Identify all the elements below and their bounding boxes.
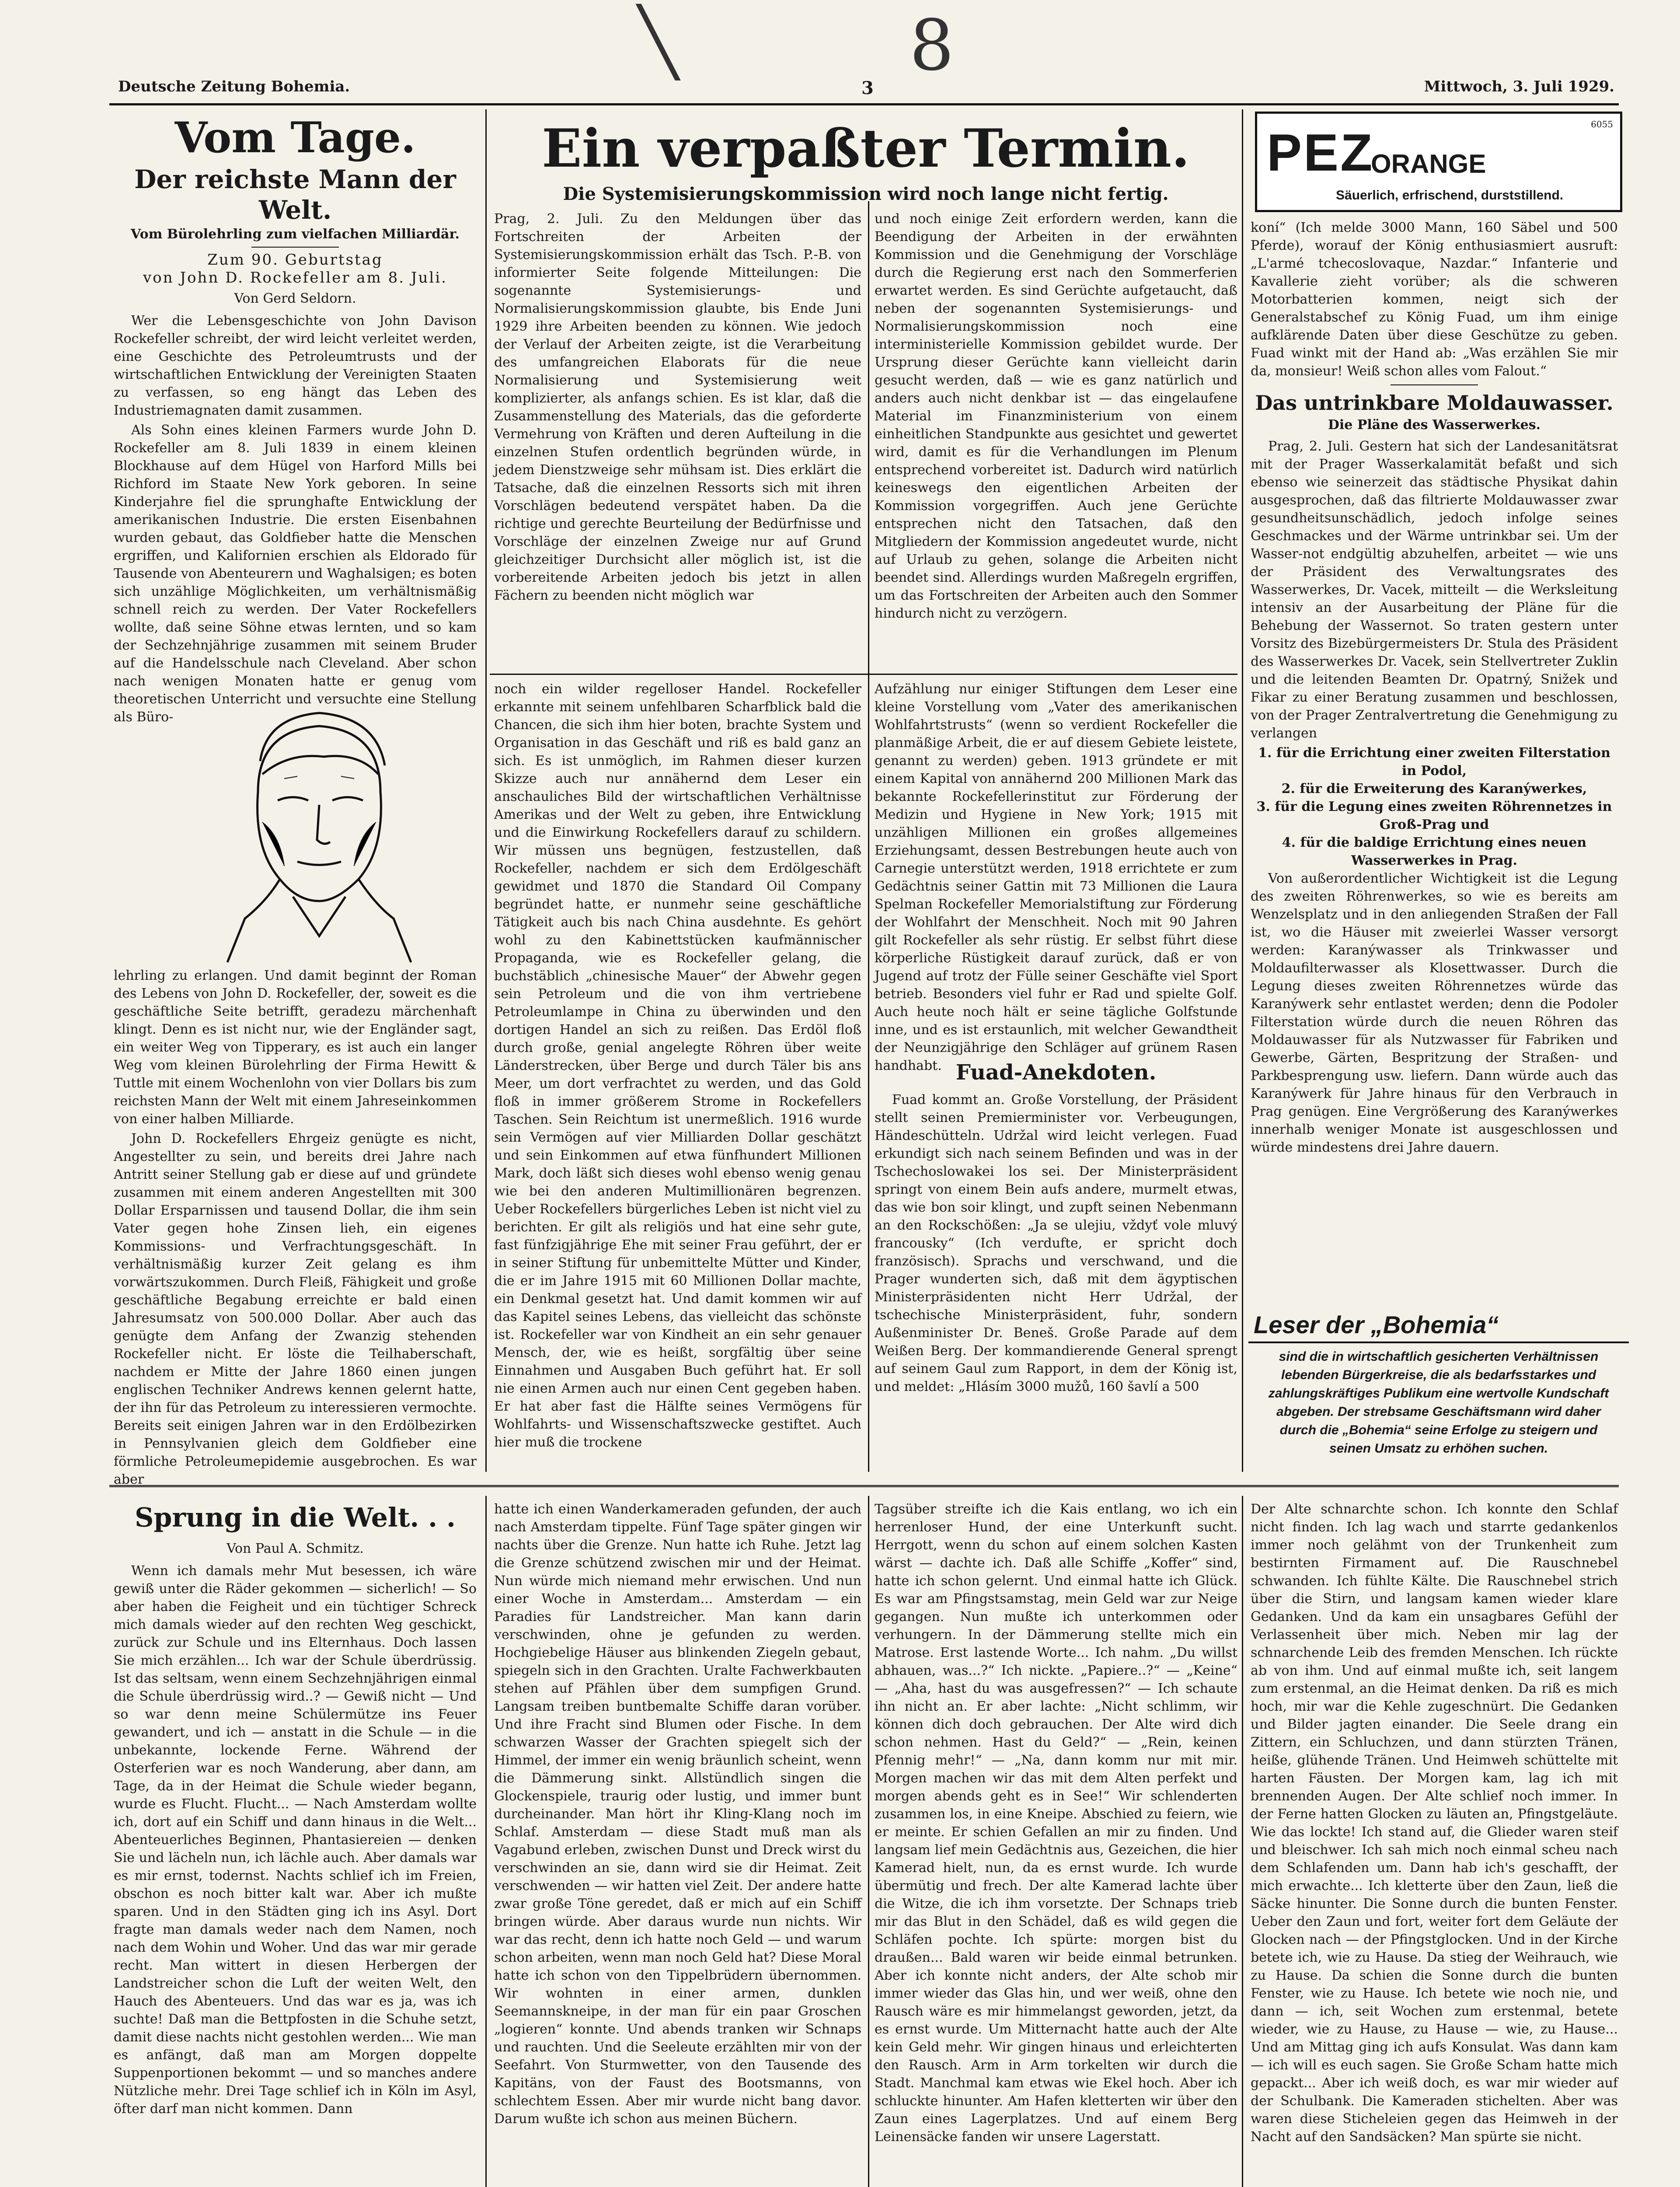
pencil-number: 8: [910, 4, 954, 86]
pencil-stroke: ╲: [638, 4, 678, 80]
paragraph: und noch einige Zeit erfordern werden, kann die Beendigung der Arbeiten in der erwähnten Kommission und die Genehmigung der Vorschläge durch die Regierung erst nach den Sommerferien erwartet werden. Es sind Gerüchte aufgetaucht, daß neben der sogenannten Systemisierungs- und Normalisierungskommission noch eine interministerielle Kommission gebildet wurde. Der Ursprung dieser Gerüchte kann vielleicht darin gesucht werden, daß — wie es ganz natürlich und anders auch nicht denkbar ist — das eingelaufene Material im Finanzministerium von einem einheitlichen Standpunkte aus gesichtet und gewertet wird, damit es für die Verhandlungen im Plenum entsprechend vorbereitet ist. Dadurch wird natürlich keineswegs den eigentlichen Arbeiten der Kommission vorgegriffen. Auch jene Gerüchte entsprechen nicht den Tatsachen, daß den Mitgliedern der Kommission angedeutet wurde, nicht auf Urlaub zu gehen, solange die Arbeiten nicht beendet sind. Allerdings wurden Maßregeln ergriffen, um das Fortschreiten der Arbeiten auch den Sommer hindurch nicht zu verzögern.: [875, 211, 1237, 621]
moldau-title: Das untrinkbare Moldauwasser.: [1255, 391, 1614, 415]
main-article-col-b: [875, 210, 1237, 669]
col-divider-4: [485, 1496, 487, 2187]
paragraph: Wenn ich damals mehr Mut besessen, ich wäre gewiß unter die Räder gekommen — sicherlich! — So aber haben die Feigheit und ein tüchtiger Schreck mich damals wieder auf den rechten Weg geschickt, zurück zur Schule und ins Elternhaus. Doch lassen Sie mich erzählen... Ich war der Schule überdrüssig. Ist das seltsam, wenn einem Sechzehnjährigen einmal die Schule überdrüssig wird..? — Gewiß nicht — Und so war denn meine Schülermütze ins Feuer gewandert, und ich — anstatt in die Schule — in die unbekannte, lockende Ferne. Während der Osterferien war es noch Wanderung, aber dann, am Tage, da in der Heimat die Schule wieder begann, wurde es Flucht. Flucht... — Nach Amsterdam wollte ich, dort auf ein Schiff und dann hinaus in die Welt... Abenteuerliches Beginnen, Phantasiereien — denken Sie und lächeln nun, ich lächle auch. Aber damals war es mir ernst, todernst. Nachts schlief ich im Freien, obschon es noch bitter kalt war. Aber ich mußte sparen. Und in den Städten ging ich ins Asyl. Dort fragte man damals weder nach dem Namen, noch nach dem Wohin und Woher. Und das war mir gerade recht. Man wittert in diesen Herbergen der Landstreicher schon die Luft der weiten Welt, den Hauch des Abenteuers. Und das war es ja, was ich suchte! Daß man die Bettpfosten in die Schuhe setzt, damit diese nachts nicht gestohlen werden... Wie man es anfängt, daß man am Morgen doppelte Suppenportionen bekommt — und so manches andere Nützliche mehr. Drei Tage schlief ich in Köln im Asyl, öfter darf man nicht kommen. Dann: [114, 1563, 477, 2117]
sprung-col-2: [494, 1500, 861, 2187]
section-rule-mid: [490, 674, 1237, 675]
rockefeller-continued-a: [494, 680, 861, 1481]
paragraph: Von außerordentlicher Wichtigkeit ist die Legung des zweiten Röhrenwerkes, so wie es bereits am Wenzelsplatz und in den anliegenden Straßen der Fall ist, wo die Häuser mit zweierlei Wasser versorgt werden: Karanýwasser als Trinkwasser und Moldaufilterwasser als Klosettwasser. Durch die Legung dieses zweiten Röhrennetzes würde das Karanýwerk sehr entlastet werden; denn die Podoler Filterstation würde durch die neuen Röhren das Moldauwasser für als Nutzwasser für Fabriken und Gewerbe, Gärten, Bespritzung der Straßen- und Parkbesprengung usw. liefern. Dann würde auch das Karanýwerk für Jahre hinaus für den Verbrauch in Prag genügen. Eine Vergrößerung des Karanýwerkes innerhalb weniger Monate ist ausgeschlossen und würde mindestens drei Jahre dauern.: [1251, 871, 1618, 1155]
col-divider-6: [1242, 1496, 1243, 2187]
paragraph: Fuad kommt an. Große Vorstellung, der Präsident stellt seinen Premierminister vor. Verbeugungen, Händeschütteln. Udržal wird leicht verlegen. Fuad erkundigt sich nach seinem Befinden und was in der Tschechoslowakei los sei. Der Ministerpräsident springt von einem Bein aufs andere, murmelt etwas, das wie bon soir klingt, und zupft seinen Nebenmann an den Rockschößen: „Ja se ulejiu, vždyť vole mluvý francousky“ (Ich verdufte, er spricht doch französisch). Sprachs und verschwand, und die Prager wunderten sich, daß mit dem ägyptischen Ministerpräsidenten nicht Herr Udržal, der tschechische Ministerpräsident, fuhr, sondern Außenminister Dr. Beneš. Große Parade auf dem Weißen Berg. Der kommandierende General sprengt auf seinem Gaul zum Rapport, in dem der König ist, und meldet: „Hlásím 3000 mužů, 160 šavlí a 500: [875, 1092, 1237, 1394]
sprung-col-4: [1251, 1500, 1618, 2187]
pez-orange-ad: [1255, 112, 1622, 212]
list-item: 1. für die Errichtung einer zweiten Filterstation in Podol,: [1258, 745, 1610, 779]
header-masthead: Deutsche Zeitung Bohemia.: [118, 78, 350, 95]
paragraph: Als Sohn eines kleinen Farmers wurde John D. Rockefeller am 8. Juli 1839 in einem kleinen Blockhause auf dem Hügel von Harford Mills bei Richford im Staate New York geboren. In seine Kinderjahre fiel die sprunghafte Entwicklung der amerikanischen Industrie. Die ersten Eisenbahnen wurden gebaut, das Goldfieber hatte die Menschen ergriffen, und Kalifornien erschien als Eldorado für Tausende von Abenteurern und Waghalsigen; es boten sich unzählige Möglichkeiten, um verhältnismäßig schnell reich zu werden. Der Vater Rockefellers wollte, daß seine Söhne etwas lernten, und so kam der Sechzehnjährige zusammen mit seinem Bruder auf die Handelsschule nach Cleveland. Aber schon nach wenigen Monaten hatte er genug vom theoretischen Unterricht und versuchte eine Stellung als Büro-: [114, 423, 477, 725]
section-title: Vom Tage.: [174, 113, 416, 162]
bohemia-reader-box: [1248, 1308, 1629, 1509]
paragraph: koní“ (Ich melde 3000 Mann, 160 Säbel und 500 Pferde), worauf der König enthusiasmiert ausruft: „L'armé tchecoslovaque, Nazdar.“ Infanterie und Kavallerie zieht vorüber; als die schweren Motorbatterien kommen, neigt sich der Generalstabschef zu König Fuad, um ihm einige aufklärende Daten über diese Geschütze zu geben. Fuad winkt mit der Hand ab: „Was erzählen Sie mir da, monsieur! Weiß schon alles vom Falout.“: [1251, 220, 1618, 379]
list-item: 3. für die Legung eines zweiten Röhrennetzes in Groß-Prag und: [1256, 799, 1612, 832]
moldau-subtitle: Die Pläne des Wasserwerkes.: [1328, 417, 1541, 433]
col-divider-3: [868, 201, 869, 1472]
main-headline: Ein verpaßter Termin.: [542, 118, 1190, 179]
list-item: 2. für die Erweiterung des Karanýwerkes,: [1281, 781, 1587, 797]
header-rule: [109, 103, 1619, 105]
paragraph: Der Alte schnarchte schon. Ich konnte den Schlaf nicht finden. Ich lag wach und starrte gedankenlos immer noch gelähmt von der Trunkenheit zum bestirnten Firmament auf. Die Rauschnebel schwanden. Ich fühlte Kälte. Die Rauschnebel strich über die Stirn, und langsam kamen wieder klare Gedanken. Und da kam ein unsagbares Gefühl der Verlassenheit über mich. Neben mir lag der schnarchende Leib des fremden Menschen. Ich rückte ab von ihm. Und auf einmal mußte ich, seit langem zum erstenmal, an die Heimat denken. Da riß es mich hoch, mir war die Kehle zugeschnürt. Die Gedanken und Bilder jagten einander. Die Seele drang ein Zittern, ein Schluchzen, und dann stürzten Tränen, heiße, glühende Tränen. Und Heimweh schüttelte mit harten Fäusten. Der Morgen kam, lag ich mit brennenden Augen. Der Alte schlief noch immer. In der Ferne hatten Glocken zu läuten an, Pfingstgeläute. Wie das lockte! Ich stand auf, die Glieder waren steif und bleischwer. Ich sah mich noch einmal scheu nach dem Schlafenden um. Dann hab ich's geschafft, der mich erwachte... Ich kletterte über den Zaun, ließ die Säcke hinunter. Die Sonne durch die bunten Fenster. Ueber den Zaun und fort, weiter fort dem Geläute der Glocken nach — der Pfingstglocken. Und in der Kirche betete ich, wie zu Hause. Da stieg der Weihrauch, wie zu Hause. Da schien die Sonne durch die bunten Fenster, wie zu Hause. Ich betete wie noch nie, und dann — ich, seit Wochen zum erstenmal, betete wieder, wie zu Hause, zu Hause — wie, zu Hause... Und am Mittag ging ich aufs Konsulat. Was dann kam — ich will es euch sagen. Sie Große Scham hatte mich gepackt... Aber ich weiß doch, es war mir wieder auf der Schulbank. Die Kameraden stichelten. Aber was waren diese Sticheleien gegen das Heimweh in der Nacht auf den Sandsäcken? Man spürte sie nicht.: [1251, 1502, 1618, 2145]
sprung-col-1: [114, 1500, 477, 2187]
vom-tage-article: [114, 112, 477, 725]
box-text: sind die in wirtschaftlich gesicherten Verhältnissen lebenden Bürgerkreise, die als bedarfsstarkes und zahlungskräftiges Publikum eine wertvolle Kundschaft abgeben. Der strebsame Geschäftsmann wird daher durch die „Bohemia“ seine Erfolge zu steigern und seinen Umsatz zu erhöhen suchen.: [1268, 1349, 1609, 1456]
paragraph: Prag, 2. Juli. Gestern hat sich der Landesanitätsrat mit der Prager Wasserkalamität befaßt und sich ebenso wie seinerzeit das städtische Physikat dahin ausgesprochen, daß das filtrierte Moldauwasser zwar gesundheitsunschädlich, jedoch infolge seines Geschmackes und der Wärme untrinkbar sei. Um der Wasser-not endgültig abzuhelfen, arbeitet — wie uns der Präsident des Verwaltungsrates des Wasserwerkes, Dr. Vacek, mitteilt — die Werksleitung intensiv an der Ausarbeitung der Pläne für die Behebung der Wassernot. So traten gestern unter Vorsitz des Bizebürgermeisters Dr. Stula des Präsident des Wasserwerkes Dr. Vacek, sein Stellvertreter Zuklin und die leitenden Beamten Dr. Opatrný, Snižek und Fikar zu einer Beratung zusammen und beschlossen, von der Prager Zentralvertretung die Genehmigung zu verlangen: [1251, 439, 1618, 741]
page-header: [118, 73, 1614, 100]
paragraph: Wer die Lebensgeschichte von John Davison Rockefeller schreibt, der wird leicht verleitet werden, eine Geschichte des Petroleumtrusts und der wirtschaftlichen Entwicklung der Vereinigten Staaten zu verfassen, so eng hängt das Leben des Industriemagnaten damit zusammen.: [114, 313, 477, 418]
ad-number: 6055: [1591, 119, 1613, 129]
right-column: [1251, 219, 1618, 1299]
short-rule: [1391, 384, 1478, 385]
ad-brand: PEZ: [1267, 123, 1374, 182]
paragraph: John D. Rockefellers Ehrgeiz genügte es nicht, Angestellter zu sein, und bereits drei Jahre nach Antritt seiner Stellung gab er diese auf und gründete zusammen mit einem anderen Angestellten mit 300 Dollar Ersparnissen und tausend Dollar, die ihm sein Vater gegen hohe Zinsen lieh, ein eigenes Kommissions- und Verfrachtungsgeschäft. In verhältnismäßig kurzer Zeit gelang es ihm vorwärtszukommen. Durch Fleiß, Fähigkeit und große geschäftliche Begabung erreichte er bald einen Jahresumsatz von 500.000 Dollar. Aber auch das genügte dem Anfang der Zwanzig stehenden Rockefeller nicht. Er löste die Teilhaberschaft, nachdem er Mitte der Jahre 1860 einen jungen englischen Techniker Andrews kennen gelernt hatte, der ihn für das Petroleum zu interessieren vermochte. Bereits seit einigen Jahren war in den Erdölbezirken in Pennsylvanien gleich dem Goldfieber eine förmliche Petroleumepidemie ausgebrochen. Es war aber: [114, 1131, 477, 1487]
article-headline: Der reichste Mann der Welt.: [134, 164, 456, 225]
main-subheadline: Die Systemisierungskommission wird noch lange nicht fertig.: [563, 184, 1169, 204]
col-divider-1: [485, 109, 487, 1472]
col-divider-2: [1242, 109, 1243, 1472]
sprung-byline: Von Paul A. Schmitz.: [227, 1541, 364, 1556]
main-article-col-a: [494, 210, 861, 669]
paragraph: Aufzählung nur einiger Stiftungen dem Leser eine kleine Vorstellung vom „Vater des amerikanischen Wohlfahrtstrusts“ (wenn so verdient Rockefeller die planmäßige Arbeit, die er auf diesem Gebiete leistete, genannt zu werden) geben. 1913 gründete er mit einem Kapital von annähernd 200 Millionen Mark das bekannte Rockefellerinstitut zur Förderung der Medizin und Hygiene in New York; 1915 mit unzähligen Millionen ein großes allgemeines Erziehungsamt, dessen Bestrebungen heute auch von Carnegie unterstützt werden, 1918 errichtete er zum Gedächtnis seiner Gattin mit 73 Millionen die Laura Spelman Rockefeller Memorialstiftung zur Förderung der Wohlfahrt der Menschheit. Noch mit 90 Jahren gilt Rockefeller als sehr rüstig. Er selbst führt diese körperliche Rüstigkeit darauf zurück, daß er von Jugend auf trotz der Fülle seiner Geschäfte viel Sport betrieb. Besonders viel fuhr er Rad und spielte Golf. Auch heute noch hält er seine tägliche Golfstunde inne, und es ist erstaunlich, mit welcher Gewandtheit der Neunzigjährige den Schläger auf grünem Rasen handhabt.: [875, 681, 1237, 1073]
list-item: 4. für die baldige Errichtung eines neuen Wasserwerkes in Prag.: [1282, 835, 1587, 868]
box-title: Leser der „Bohemia“: [1248, 1308, 1629, 1343]
article-subhead: Vom Bürolehrling zum vielfachen Milliardär.: [131, 227, 460, 242]
paragraph: noch ein wilder regelloser Handel. Rockefeller erkannte mit seinem unfehlbaren Scharfblick bald die Chancen, die sich ihm hier boten, brachte System und Organisation in das Geschäft und riß es bald ganz an sich. Es ist unmöglich, im Rahmen dieser kurzen Skizze auch nur annähernd dem Leser ein anschauliches Bild der wirtschaftlichen Verhältnisse Amerikas und der Welt zu geben, ihre Entwicklung und die Einwirkung Rockefellers darauf zu schildern. Wir müssen uns begnügen, festzustellen, daß Rockefeller, nachdem er sich dem Erdölgeschäft gewidmet und 1870 die Standard Oil Company begründet hatte, er nunmehr seine geschäftliche Tätigkeit auch bis nach China ausdehnte. Es gehört wohl zu den Kabinettstücken kaufmännischer Propaganda, wie es Rockefeller gelang, die buchstäblich „chinesische Mauer“ der Abwehr gegen sein Petroleum und die von ihm vertriebene Petroleumlampe in China zu überwinden und den dortigen Handel an sich zu reißen. Das Erdöl floß durch große, genial angelegte Röhren über weite Länderstrecken, über Berge und durch Täler bis ans Meer, um dort verfrachtet zu werden, und das Gold floß in immer größerem Strome in Rockefellers Taschen. Sein Reichtum ist unermeßlich. 1916 wurde sein Vermögen auf vier Milliarden Dollar geschätzt und sein Einkommen auf etwa fünfhundert Millionen Mark, doch läßt sich dieses wohl ebenso wenig genau wie bei den anderen Multimillionären begrenzen. Ueber Rockefellers bürgerliches Leben ist nicht viel zu berichten. Er gilt als religiös und hat eine sehr gute, fast fünfzigjährige Ehe mit seiner Frau geführt, der er in seiner Stiftung für unbemittelte Mütter und Kinder, die er im Jahre 1915 mit 60 Millionen Dollar machte, ein Denkmal gesetzt hat. Und damit kommen wir auf das Kapitel seines Lebens, das vielleicht das schönste ist. Rockefeller war von Kindheit an ein sehr genauer Mensch, der, wie es heißt, sorgfältig über seine Einnahmen und Ausgaben Buch geführt hat. Er soll nie einen Armen auch nur einen Cent gegeben haben. Er hat aber fast die Hälfte seines Vermögens für Wohlfahrts- und Wissenschaftszwecke gestiftet. Auch hier muß die trockene: [494, 681, 861, 1450]
paragraph: Tagsüber streifte ich die Kais entlang, wo ich ein herrenloser Hund, der eine Unterkunft sucht. Herrgott, wenn du schon auf einem solchen Kasten wärst — dachte ich. Daß alle Schiffe „Koffer“ sind, hatte ich schon gelernt. Und einmal hatte ich Glück. Es war am Pfingstsamstag, mein Geld war zur Neige gegangen. Nun mußte ich unterkommen oder verhungern. In der Dämmerung stellte mich ein Matrose. Erst lastende Worte... Ich nahm. „Du willst abhauen, was...?“ Ich nickte. „Papiere..?“ — „Keine“ — „Aha, hast du was ausgefressen?“ — Ich schaute ihn nicht an. Er aber lachte: „Nicht schlimm, wir können dich doch gebrauchen. Der Alte wird dich schon nehmen. Hast du Geld?“ — „Rein, keinen Pfennig mehr!“ — „Na, dann komm nur mit mir. Morgen machen wir das mit dem Alten perfekt und morgen abends geht es in See!“ Wir schlenderten zusammen los, in eine Kneipe. Abschied zu feiern, wie er meinte. Er schien Gefallen an mir zu finden. Und langsam lief mein Gedächtnis aus, Gezeichen, die hier Kamerad hielt, nun, da es ernst wurde. Ich wurde übermütig und frech. Der alte Kamerad lachte über die Witze, die ich ihm vorsetzte. Der Schnaps trieb mir das Blut in den Schädel, daß es wild gegen die Schläfen pochte. Ich spürte: morgen bist du draußen... Bald waren wir beide einmal betrunken. Aber ich konnte nicht anders, der Alte schob mir immer wieder das Glas hin, und wer weiß, ohne den Rausch wäre es mir himmelangst geworden, jetzt, da es ernst wurde. Um Mitternacht hatte auch der Alte kein Geld mehr. Wir gingen hinaus und erleichterten den Rausch. Arm in Arm torkelten wir durch die Stadt. Manchmal kam etwas wie Ekel hoch. Aber ich schluckte hinunter. Am Hafen kletterten wir über den Zaun eines Lagerplatzes. Und auf einem Berg Leinensäcke fanden wir unsere Lagerstatt.: [875, 1502, 1237, 2145]
short-rule: [251, 247, 339, 248]
sprung-title: Sprung in die Welt. . .: [135, 1502, 456, 1533]
header-page-number: 3: [861, 78, 874, 98]
paragraph: hatte ich einen Wanderkameraden gefunden, der auch nach Amsterdam tippelte. Fünf Tage später gingen wir nachts über die Grenze. Nun hatte ich Ruhe. Jetzt lag die Grenze schützend zwischen mir und der Heimat. Nun würde mich niemand mehr erwischen. Und nun einer Woche in Amsterdam... Amsterdam — ein Paradies für Landstreicher. Man kann darin verschwinden, ohne je gefunden zu werden. Hochgiebelige Häuser aus blinkenden Ziegeln gebaut, spiegeln sich in den Grachten. Uralte Fachwerkbauten stehen auf Pfählen über dem sumpfigen Grund. Langsam treiben buntbemalte Schiffe daran vorüber. Und ihre Fracht sind Blumen oder Fische. In dem schwarzen Wasser der Grachten spiegelt sich der Himmel, der immer ein wenig bräunlich scheint, wenn die Dämmerung sinkt. Allstündlich singen die Glockenspiele, traurig oder lustig, und immer bunt durcheinander. Man hört ihr Kling-Klang noch im Schlaf. Amsterdam — diese Stadt muß man als Vagabund erleben, zwischen Dunst und Dreck wirst du verschwinden an sie, dann wird sie dir Heimat. Zeit verschwenden — wir hatten viel Zeit. Der andere hatte zwar große Töne geredet, daß er mich auf ein Schiff bringen würde. Aber daraus wurde nun nichts. Wir war das recht, denn ich hatte noch Geld — und warum schon arbeiten, wenn man noch Geld hat? Diese Moral hatte ich schon von den Tippelbrüdern übernommen. Wir wohnten in einer armen, dunklen Seemannskneipe, in der man für ein paar Groschen „logieren“ konnte. Und abends tranken wir Schnaps und rauchten. Und die Seeleute erzählten mir von der Seefahrt. Von Sturmwetter, von den Tausende des Kapitäns, von der Faust des Bootsmanns, von schlechtem Essen. Aber mir wurde nicht bang davor. Darum wußte ich schon aus meinen Büchern.: [494, 1502, 861, 2127]
paragraph: lehrling zu erlangen. Und damit beginnt der Roman des Lebens von John D. Rockefeller, der, soweit es die geschäftliche Seite betrifft, geradezu märchenhaft klingt. Denn es ist nicht nur, wie der Engländer sagt, ein weiter Weg von Tipperary, es ist auch ein langer Weg vom kleinen Bürolehrling der Firma Hewitt & Tuttle mit einem Wochenlohn von vier Dollars bis zum reichsten Mann der Welt mit einem Jahreseinkommen von einer halben Milliarde.: [114, 968, 477, 1127]
vom-tage-continued: [114, 967, 477, 1487]
col-divider-5: [868, 1496, 869, 2187]
byline: Von Gerd Seldorn.: [234, 291, 356, 306]
dateline-2: von John D. Rockefeller am 8. Juli.: [143, 269, 447, 286]
sprung-col-3: [875, 1500, 1237, 2187]
header-date: Mittwoch, 3. Juli 1929.: [1424, 78, 1614, 95]
fuad-title: Fuad-Anekdoten.: [955, 1060, 1157, 1085]
ad-tagline: Säuerlich, erfrischend, durststillend.: [1336, 188, 1564, 203]
fuad-anekdoten: [875, 1059, 1237, 1481]
rockefeller-portrait: [192, 691, 437, 962]
dateline-1: Zum 90. Geburtstag: [207, 251, 383, 269]
paragraph: Prag, 2. Juli. Zu den Meldungen über das Fortschreiten der Arbeiten der Systemisierungskommission erhält das Tsch. P.-B. von informierter Seite folgende Mitteilungen: Die sogenannte Systemisierungs- und Normalisierungskommission glaubte, bis Ende Juni 1929 ihre Arbeiten beenden zu können. Wie jedoch der Verlauf der Arbeiten zeigte, ist die Verarbeitung des umfangreichen Elaborats für die neue Normalisierung und Systemisierung weit komplizierter, als anfangs schien. Es ist klar, daß die Zusammenstellung des Materials, das die geforderte Vermehrung von Kräften und deren Aufteilung in die einzelnen Stufen ordentlich begründen würde, in jedem Dienstzweige sehr mühsam ist. Dies erklärt die Tatsache, daß die einzelnen Ressorts sich mit ihren Vorschlägen bedeutend verspätet haben. Da die richtige und gerechte Beurteilung der Bedürfnisse und Vorschläge der einzelnen Zweige nur auf Grund gleichzeitiger Durchsicht aller möglich ist, ist die vorbereitende Arbeiten jedoch bis jetzt in allen Fächern zu beenden nicht möglich war: [494, 211, 861, 603]
ad-brand-suffix: ORANGE: [1371, 149, 1486, 178]
